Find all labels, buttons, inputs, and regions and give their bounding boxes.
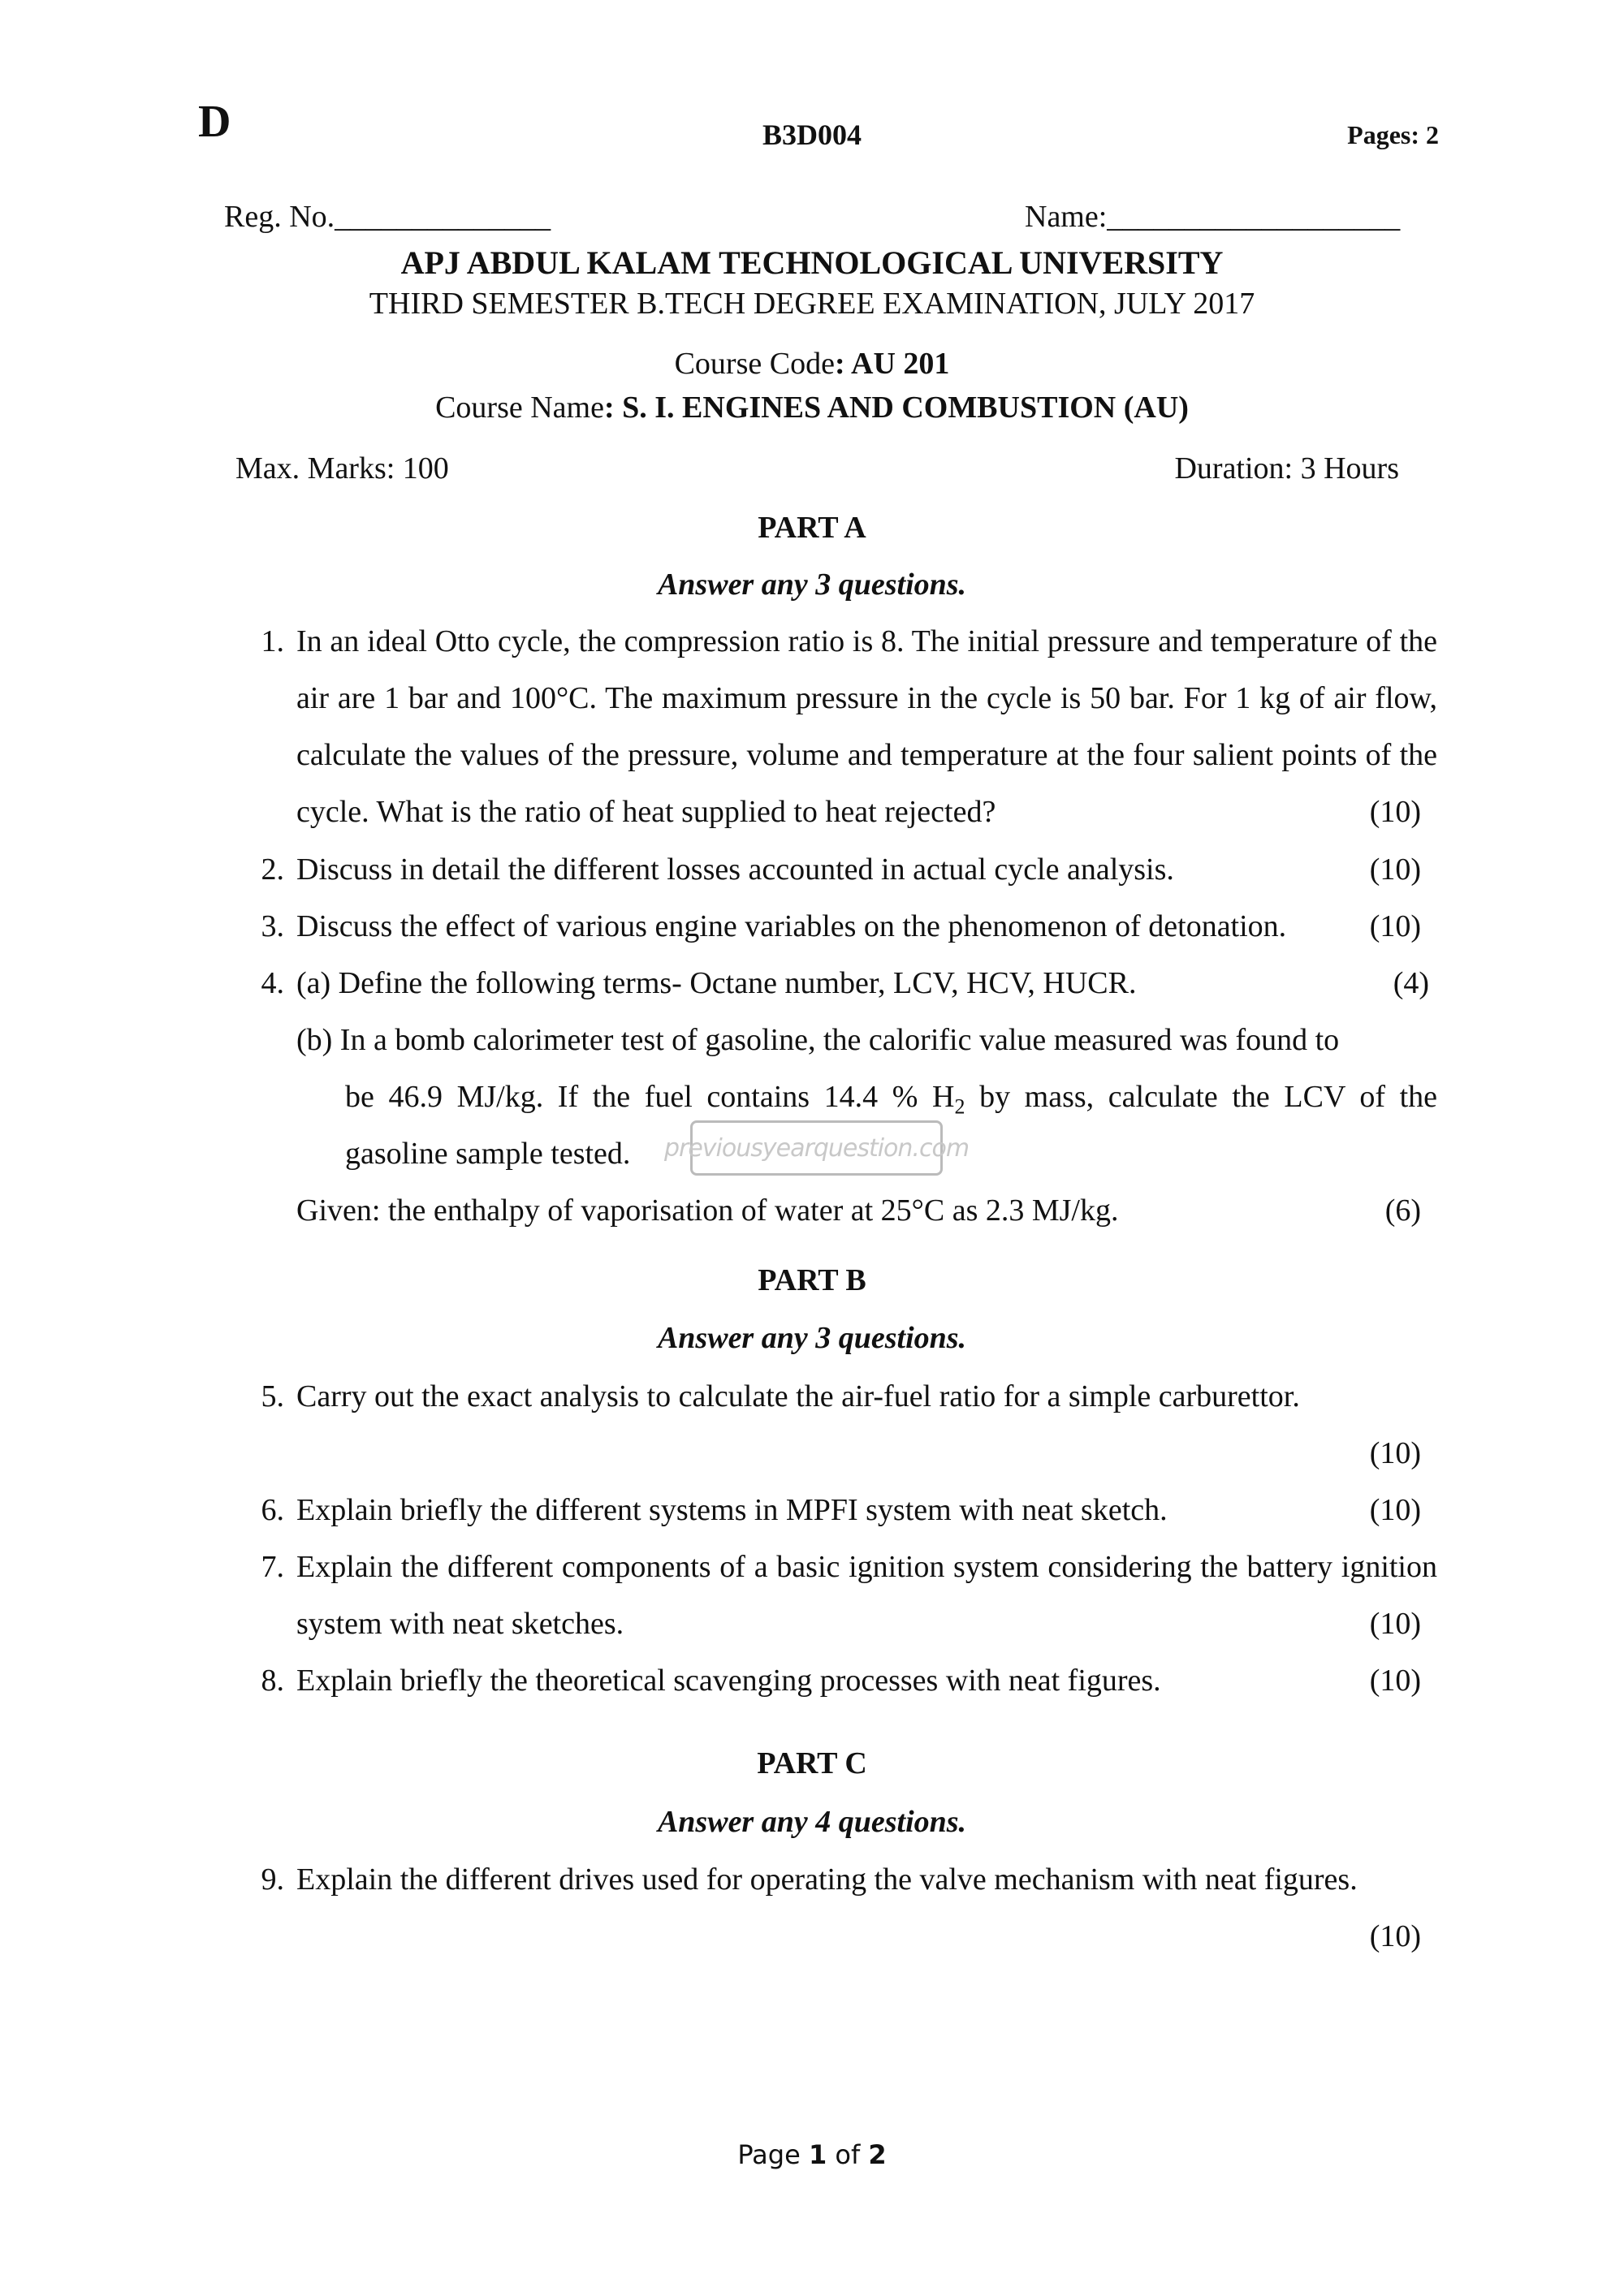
question-marks: (10) [1369, 852, 1421, 887]
question-marks: (10) [1369, 1493, 1421, 1527]
question-text: Explain the different drives used for operating the valve mechanism with neat figures. [296, 1862, 1358, 1897]
question-8 [244, 1652, 1437, 1709]
question-number: 3. [261, 909, 284, 943]
question-text: In an ideal Otto cycle, the compression ratio is 8. The initial pressure and temperature of the air are 1 bar and 100°C. The maximum pressure in the cycle is 50 bar. For 1 kg of air flow, calculate the values of the pressure, volume and temperature at the four salient points of the cycle. What is the ratio of heat supplied to heat rejected? [296, 624, 1437, 829]
course-code-value: : AU 201 [834, 347, 950, 381]
question-text: Discuss the effect of various engine variables on the phenomenon of detonation. [296, 909, 1287, 943]
duration: Duration: 3 Hours [1174, 451, 1399, 486]
question-number: 7. [261, 1550, 284, 1584]
question-4b-line-1 [244, 1012, 1437, 1068]
exam-title: THIRD SEMESTER B.TECH DEGREE EXAMINATION, JULY 2017 [369, 287, 1255, 321]
question-marks: (10) [1369, 1436, 1421, 1470]
question-text: Explain briefly the different systems in MPFI system with neat sketch. [296, 1493, 1168, 1527]
reg-no-field: Reg. No.______________ [224, 200, 551, 234]
question-4b-line-2 [244, 1068, 1437, 1125]
part-b-title: PART B [758, 1263, 866, 1297]
question-text: Carry out the exact analysis to calculate the air-fuel ratio for a simple carburettor. [296, 1379, 1300, 1413]
question-number: 8. [261, 1664, 284, 1698]
question-marks: (10) [1369, 1607, 1421, 1641]
question-9 [244, 1851, 1437, 1965]
question-number: 5. [261, 1379, 284, 1413]
course-code-label: Course Code [674, 347, 835, 381]
question-text: gasoline sample tested. [345, 1137, 631, 1171]
question-2 [244, 841, 1437, 898]
page-footer [0, 2139, 1624, 2170]
watermark-logo: previousyearquestion.com [690, 1120, 943, 1176]
question-text: be 46.9 MJ/kg. If the fuel contains 14.4 % $H_2$ by mass, calculate the LCV of the [345, 1080, 1437, 1119]
page-count: Pages: 2 [1347, 120, 1439, 149]
question-marks: (10) [1369, 1664, 1421, 1698]
part-a-title: PART A [758, 511, 866, 545]
question-marks: (4) [1393, 966, 1429, 1000]
question-number: 4. [261, 966, 284, 1000]
part-c-title: PART C [757, 1746, 867, 1780]
max-marks: Max. Marks: 100 [235, 451, 449, 486]
page-current: 1 [808, 2139, 827, 2170]
question-marks: (10) [1369, 909, 1421, 943]
set-letter: D [198, 97, 231, 147]
course-code [0, 346, 1624, 382]
question-6 [244, 1482, 1437, 1539]
paper-code: B3D004 [762, 119, 862, 151]
course-name [0, 390, 1624, 425]
question-text: (b) In a bomb calorimeter test of gasoline, the calorific value measured was found to [296, 1023, 1340, 1057]
question-marks: (6) [1384, 1193, 1421, 1228]
question-number: 2. [261, 852, 284, 887]
question-7 [244, 1539, 1437, 1652]
course-name-label: Course Name [435, 391, 604, 425]
question-text: Given: the enthalpy of vaporisation of water at 25°C as 2.3 MJ/kg. [296, 1193, 1119, 1228]
question-number: 9. [261, 1862, 284, 1897]
question-4a [244, 955, 1437, 1012]
question-text: Explain briefly the theoretical scavenging processes with neat figures. [296, 1664, 1161, 1698]
question-marks: (10) [1369, 795, 1421, 829]
question-1 [244, 613, 1437, 840]
question-3 [244, 898, 1437, 955]
part-b-instruction: Answer any 3 questions. [657, 1321, 967, 1355]
name-field: Name:___________________ [1025, 200, 1401, 234]
university-name: APJ ABDUL KALAM TECHNOLOGICAL UNIVERSITY [400, 244, 1224, 281]
question-5 [244, 1368, 1437, 1482]
question-text: Discuss in detail the different losses accounted in actual cycle analysis. [296, 852, 1174, 887]
question-text: (a) Define the following terms- Octane number, LCV, HCV, HUCR. [296, 966, 1137, 1000]
question-marks: (10) [1369, 1919, 1421, 1953]
question-number: 6. [261, 1493, 284, 1527]
page-total: 2 [868, 2139, 887, 2170]
course-name-value: : S. I. ENGINES AND COMBUSTION (AU) [603, 391, 1189, 425]
question-4-given [244, 1182, 1437, 1239]
question-text: Explain the different components of a basic ignition system considering the battery ignition system with neat sketches. [296, 1550, 1437, 1641]
question-number: 1. [261, 624, 284, 658]
of-word: of [835, 2139, 861, 2170]
part-a-instruction: Answer any 3 questions. [657, 568, 967, 602]
page-word: Page [737, 2139, 801, 2170]
part-c-instruction: Answer any 4 questions. [657, 1805, 967, 1839]
